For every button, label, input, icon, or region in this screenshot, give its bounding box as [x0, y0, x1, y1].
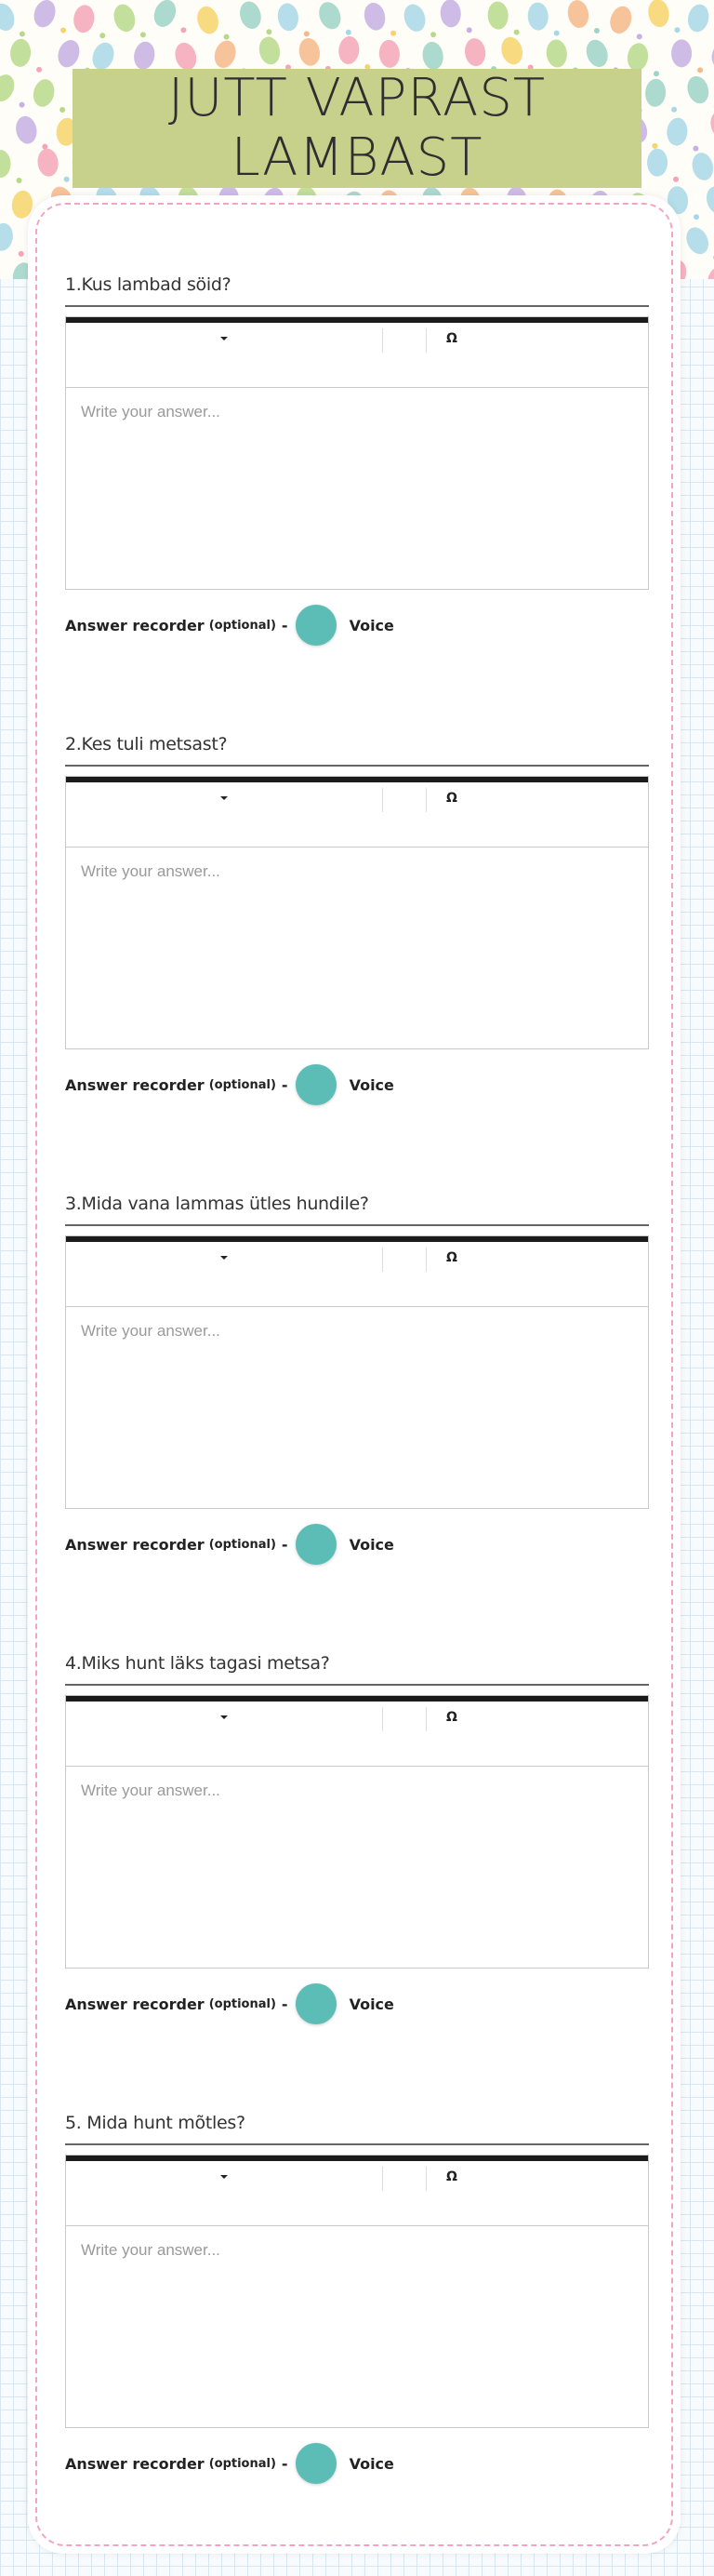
toolbar-separator — [382, 1707, 383, 1731]
question-4 — [65, 1647, 649, 2024]
confetti-dot-icon — [20, 102, 25, 108]
recorder-label: Answer recorder — [65, 616, 205, 634]
easter-egg-icon — [111, 2, 139, 34]
voice-label: Voice — [349, 2454, 394, 2473]
format-dropdown[interactable] — [66, 782, 382, 812]
question-5 — [65, 2106, 649, 2484]
easter-egg-icon — [31, 0, 60, 30]
recorder-dash: - — [281, 1995, 288, 2013]
recorder-dash: - — [281, 1075, 288, 1094]
answer-recorder — [65, 2443, 649, 2484]
easter-egg-icon — [89, 39, 118, 73]
confetti-dot-icon — [697, 67, 703, 73]
title-banner — [73, 69, 641, 188]
special-characters-button[interactable]: Ω — [446, 1710, 457, 1725]
answer-textarea[interactable]: Write your answer... — [81, 1322, 220, 1340]
answer-editor — [65, 1235, 649, 1509]
recorder-dash: - — [281, 616, 288, 634]
answer-textarea[interactable]: Write your answer... — [81, 2241, 220, 2259]
chevron-down-icon — [220, 1715, 228, 1719]
easter-egg-icon — [565, 0, 590, 30]
easter-egg-icon — [690, 151, 714, 182]
voice-label: Voice — [349, 616, 394, 634]
easter-egg-icon — [337, 35, 361, 65]
recorder-label: Answer recorder — [65, 1535, 205, 1554]
voice-record-button[interactable] — [296, 1524, 337, 1565]
easter-egg-icon — [647, 149, 668, 177]
easter-egg-icon — [626, 42, 650, 73]
easter-egg-icon — [527, 2, 549, 31]
confetti-dot-icon — [673, 177, 679, 182]
easter-egg-icon — [9, 38, 32, 67]
confetti-dot-icon — [266, 29, 271, 34]
toolbar-separator — [382, 788, 383, 812]
format-dropdown[interactable] — [66, 2161, 382, 2191]
easter-egg-icon — [685, 3, 711, 34]
confetti-dot-icon — [140, 32, 146, 37]
recorder-optional-label: (optional) — [208, 1996, 276, 2011]
chevron-down-icon — [220, 2175, 228, 2179]
question-divider — [65, 1224, 649, 1226]
format-dropdown[interactable] — [66, 1702, 382, 1731]
question-divider — [65, 305, 649, 307]
answer-recorder — [65, 1064, 649, 1105]
confetti-dot-icon — [60, 107, 65, 113]
easter-egg-icon — [55, 37, 84, 71]
chevron-down-icon — [220, 796, 228, 800]
answer-editor — [65, 1695, 649, 1969]
recorder-label: Answer recorder — [65, 2454, 205, 2473]
easter-egg-icon — [211, 38, 239, 71]
easter-egg-icon — [297, 36, 322, 67]
easter-egg-icon — [463, 37, 486, 67]
confetti-dot-icon — [19, 251, 24, 257]
easter-egg-icon — [646, 0, 670, 29]
special-characters-button[interactable]: Ω — [446, 2169, 457, 2184]
confetti-dot-icon — [514, 30, 520, 35]
voice-label: Voice — [349, 1535, 394, 1554]
confetti-dot-icon — [60, 28, 66, 33]
editor-toolbar — [66, 1696, 648, 1767]
easter-egg-icon — [237, 0, 264, 32]
chevron-down-icon — [220, 1256, 228, 1260]
voice-label: Voice — [349, 1075, 394, 1094]
confetti-dot-icon — [390, 31, 396, 36]
recorder-optional-label: (optional) — [208, 2456, 276, 2471]
recorder-optional-label: (optional) — [208, 1077, 276, 1092]
format-dropdown[interactable] — [66, 1242, 382, 1272]
confetti-dot-icon — [554, 31, 560, 36]
toolbar-separator — [426, 1248, 427, 1272]
easter-egg-icon — [684, 73, 712, 106]
easter-egg-icon — [0, 150, 10, 178]
special-characters-button[interactable]: Ω — [446, 331, 457, 346]
confetti-dot-icon — [671, 107, 677, 113]
toolbar-separator — [426, 1707, 427, 1731]
answer-recorder — [65, 1983, 649, 2024]
confetti-dot-icon — [180, 27, 186, 33]
confetti-dot-icon — [36, 67, 42, 73]
confetti-dot-icon — [467, 27, 472, 33]
chevron-down-icon — [220, 337, 228, 340]
easter-egg-icon — [708, 109, 714, 140]
easter-egg-icon — [132, 40, 157, 71]
easter-egg-icon — [703, 184, 714, 217]
recorder-dash: - — [281, 1535, 288, 1554]
special-characters-button[interactable]: Ω — [446, 791, 457, 806]
easter-egg-icon — [72, 4, 96, 34]
question-title: 2.Kes tuli metsast? — [65, 734, 228, 754]
toolbar-separator — [426, 2167, 427, 2191]
easter-egg-icon — [151, 0, 180, 30]
recorder-optional-label: (optional) — [208, 1537, 276, 1552]
easter-egg-icon — [36, 147, 60, 177]
confetti-dot-icon — [64, 177, 70, 182]
confetti-dot-icon — [304, 31, 310, 36]
confetti-dot-icon — [224, 34, 230, 40]
easter-egg-icon — [705, 265, 714, 279]
voice-record-button[interactable] — [296, 1064, 337, 1105]
toolbar-separator — [382, 2167, 383, 2191]
question-3 — [65, 1187, 649, 1565]
answer-editor — [65, 2155, 649, 2428]
question-title: 3.Mida vana lammas ütles hundile? — [65, 1194, 369, 1214]
toolbar-separator — [382, 1248, 383, 1272]
question-2 — [65, 727, 649, 1105]
easter-egg-icon — [276, 2, 300, 33]
easter-egg-icon — [401, 2, 429, 34]
easter-egg-icon — [194, 4, 221, 36]
question-divider — [65, 1684, 649, 1686]
toolbar-separator — [426, 328, 427, 353]
recorder-dash: - — [281, 2454, 288, 2473]
page-title: JUTT VAPRAST LAMBAST — [167, 68, 547, 188]
easter-egg-icon — [607, 4, 635, 36]
format-dropdown[interactable] — [66, 323, 382, 353]
question-divider — [65, 2143, 649, 2145]
answer-recorder — [65, 1524, 649, 1565]
easter-egg-icon — [498, 34, 525, 67]
recorder-label: Answer recorder — [65, 1075, 205, 1094]
answer-textarea[interactable]: Write your answer... — [81, 1782, 220, 1799]
answer-textarea[interactable]: Write your answer... — [81, 403, 220, 420]
confetti-dot-icon — [346, 30, 351, 35]
editor-toolbar — [66, 2156, 648, 2226]
easter-egg-icon — [362, 1, 388, 33]
voice-record-button[interactable] — [296, 1983, 337, 2024]
confetti-dot-icon — [20, 31, 25, 36]
easter-egg-icon — [707, 37, 714, 71]
easter-egg-icon — [378, 39, 401, 68]
voice-label: Voice — [349, 1995, 394, 2013]
easter-egg-icon — [583, 37, 612, 71]
confetti-dot-icon — [99, 33, 105, 38]
answer-editor — [65, 316, 649, 590]
voice-record-button[interactable] — [296, 2443, 337, 2484]
confetti-dot-icon — [637, 33, 642, 39]
special-characters-button[interactable]: Ω — [446, 1250, 457, 1265]
easter-egg-icon — [14, 114, 39, 146]
confetti-dot-icon — [693, 146, 698, 152]
answer-recorder — [65, 605, 649, 646]
editor-toolbar — [66, 1236, 648, 1307]
editor-toolbar — [66, 317, 648, 388]
confetti-dot-icon — [652, 143, 657, 149]
confetti-dot-icon — [16, 178, 21, 183]
easter-egg-icon — [440, 0, 462, 28]
easter-egg-icon — [682, 223, 713, 257]
confetti-dot-icon — [654, 71, 659, 76]
easter-egg-icon — [31, 77, 58, 109]
easter-egg-icon — [644, 78, 667, 107]
confetti-dot-icon — [430, 32, 436, 37]
question-divider — [65, 765, 649, 767]
worksheet-card — [28, 195, 681, 2554]
easter-egg-icon — [421, 41, 445, 72]
easter-egg-icon — [0, 71, 19, 104]
answer-textarea[interactable]: Write your answer... — [81, 862, 220, 880]
easter-egg-icon — [0, 221, 15, 252]
answer-editor — [65, 776, 649, 1049]
recorder-label: Answer recorder — [65, 1995, 205, 2013]
easter-egg-icon — [545, 38, 568, 68]
question-title: 5. Mida hunt mõtles? — [65, 2113, 245, 2133]
question-1 — [65, 268, 649, 646]
easter-egg-icon — [0, 1, 18, 34]
toolbar-separator — [382, 328, 383, 353]
confetti-dot-icon — [694, 214, 699, 220]
recorder-optional-label: (optional) — [208, 618, 276, 633]
easter-egg-icon — [487, 1, 509, 30]
easter-egg-icon — [315, 0, 344, 33]
easter-egg-icon — [671, 39, 692, 67]
question-title: 1.Kus lambad söid? — [65, 274, 231, 295]
confetti-dot-icon — [594, 28, 600, 33]
voice-record-button[interactable] — [296, 605, 337, 646]
confetti-dot-icon — [674, 27, 680, 33]
toolbar-separator — [426, 788, 427, 812]
editor-toolbar — [66, 777, 648, 848]
easter-egg-icon — [666, 117, 689, 147]
question-title: 4.Miks hunt läks tagasi metsa? — [65, 1653, 330, 1674]
confetti-dot-icon — [42, 144, 47, 150]
easter-egg-icon — [257, 35, 282, 67]
